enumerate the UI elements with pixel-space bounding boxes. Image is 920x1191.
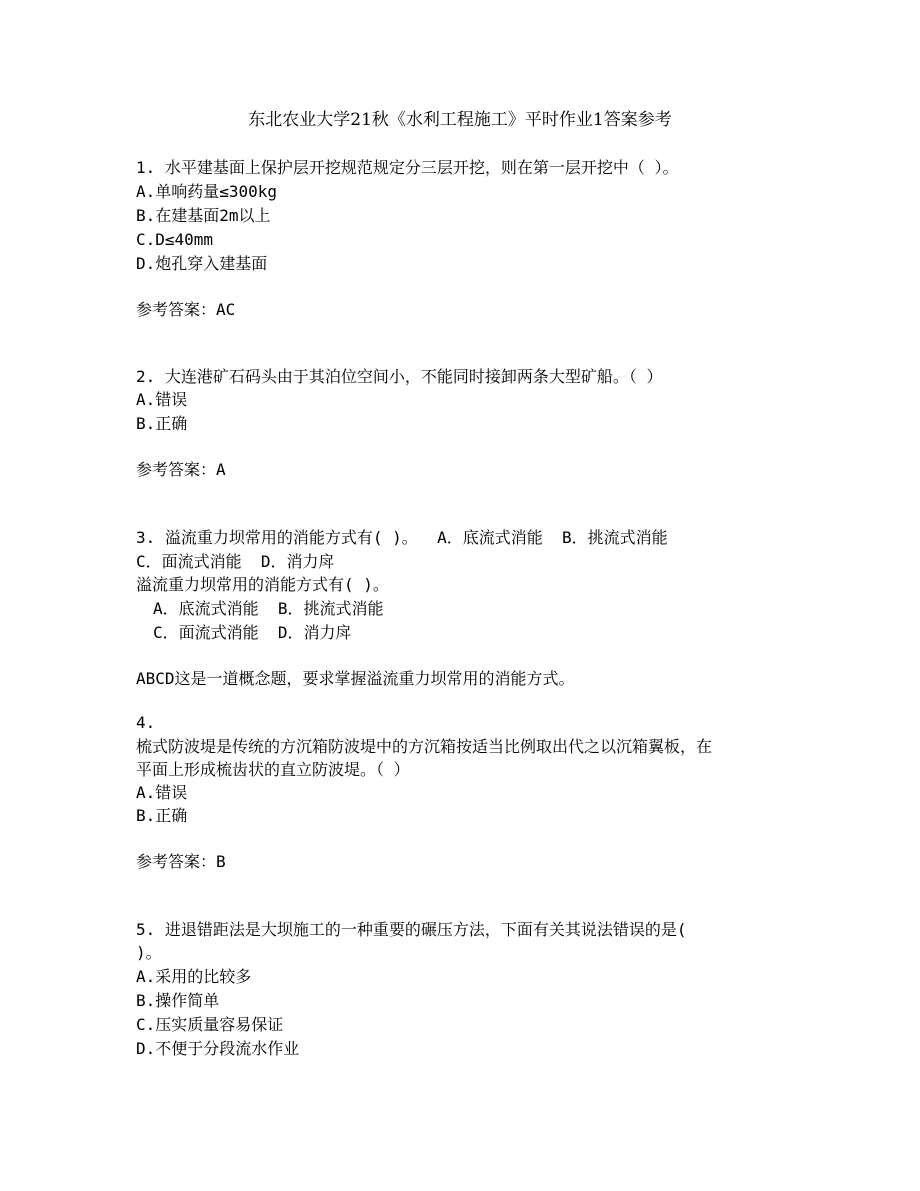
answer-value: B <box>216 852 226 871</box>
question-stem: 溢流重力坝常用的消能方式有( )。 <box>136 575 389 594</box>
option-b: B.在建基面2m以上 <box>136 206 271 225</box>
option-a: A.错误 <box>136 390 188 409</box>
question-stem: 平面上形成梳齿状的直立防波堤。（ ） <box>136 760 410 779</box>
option-a: A.单响药量≤300kg <box>136 182 278 201</box>
option-row: C．面流式消能 D．消力戽 <box>153 623 352 642</box>
question-stem: 5. 进退错距法是大坝施工的一种重要的碾压方法，下面有关其说法错误的是( <box>136 920 687 939</box>
page-title: 东北农业大学21秋《水利工程施工》平时作业1答案参考 <box>248 110 672 130</box>
option-a: A.采用的比较多 <box>136 967 252 986</box>
answer-label: 参考答案： <box>136 300 217 319</box>
question-stem: C．面流式消能 D．消力戽 <box>136 552 335 571</box>
option-a: A.错误 <box>136 783 188 802</box>
option-c: C.压实质量容易保证 <box>136 1015 284 1034</box>
option-d: D.不便于分段流水作业 <box>136 1039 300 1058</box>
option-b: B.正确 <box>136 806 188 825</box>
answer-label: 参考答案： <box>136 460 217 479</box>
option-b: B.正确 <box>136 414 188 433</box>
option-b: B.操作简单 <box>136 991 220 1010</box>
answer-value: AC <box>216 300 236 319</box>
answer-line <box>136 298 235 322</box>
answer-line <box>136 458 226 482</box>
option-c: C.D≤40mm <box>136 230 214 249</box>
answer-explanation: ABCD这是一道概念题，要求掌握溢流重力坝常用的消能方式。 <box>136 669 575 688</box>
question-stem: 3. 溢流重力坝常用的消能方式有( )。 A．底流式消能 B．挑流式消能 <box>136 528 668 547</box>
question-stem: )。 <box>136 943 162 962</box>
question-stem: 1. 水平建基面上保护层开挖规范规定分三层开挖，则在第一层开挖中（ ）。 <box>136 158 679 177</box>
answer-line <box>136 850 226 874</box>
answer-value: A <box>216 460 226 479</box>
question-number: 4. <box>136 713 156 732</box>
question-stem: 梳式防波堤是传统的方沉箱防波堤中的方沉箱按适当比例取出代之以沉箱翼板，在 <box>136 737 713 756</box>
answer-label: 参考答案： <box>136 852 217 871</box>
question-stem: 2. 大连港矿石码头由于其泊位空间小，不能同时接卸两条大型矿船。（ ） <box>136 367 663 386</box>
option-d: D.炮孔穿入建基面 <box>136 254 268 273</box>
option-row: A．底流式消能 B．挑流式消能 <box>153 599 384 618</box>
